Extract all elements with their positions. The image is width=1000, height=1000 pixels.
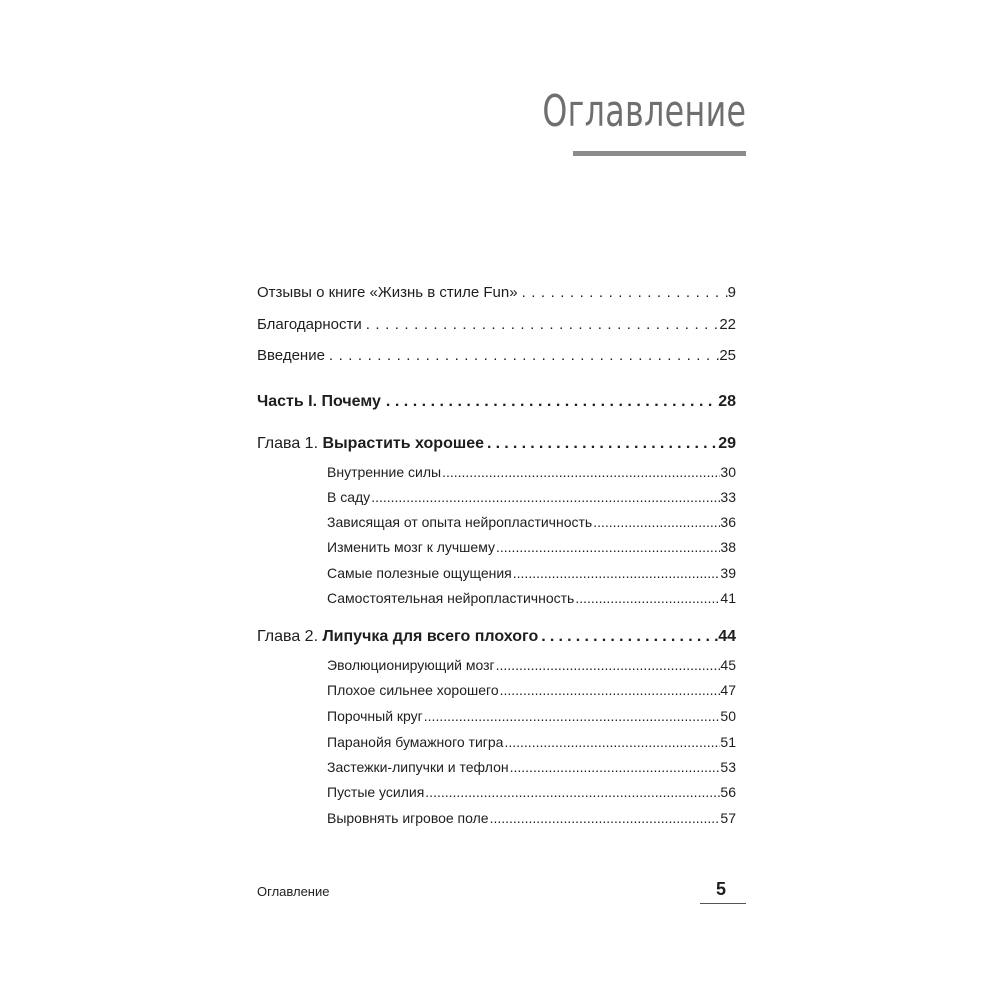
toc-section-page: 41: [720, 590, 736, 606]
title-underline: [573, 151, 746, 156]
toc-section[interactable]: [327, 732, 736, 752]
chapter-prefix: Глава 1.: [257, 435, 323, 452]
toc-section-label: Изменить мозг к лучшему: [327, 539, 495, 555]
toc-section-label: Выровнять игровое поле: [327, 810, 489, 826]
chapter-title: Вырастить хорошее: [322, 435, 484, 452]
page-number: 5: [716, 879, 727, 899]
toc-section-page: 39: [720, 565, 736, 581]
toc-part-page: 28: [718, 393, 736, 410]
toc-entry-label: Введение: [257, 347, 325, 364]
leader-dots: [489, 808, 721, 828]
toc-chapter-1[interactable]: [257, 434, 736, 454]
leader-dots: [441, 462, 720, 482]
toc-section-page: 50: [720, 708, 736, 724]
toc-entry-page: 25: [719, 347, 736, 364]
toc-section-page: 47: [720, 682, 736, 698]
toc-section-label: Плохое сильнее хорошего: [327, 682, 499, 698]
toc-section[interactable]: [327, 808, 736, 828]
toc-section-label: Самые полезные ощущения: [327, 565, 512, 581]
leader-dots: [509, 757, 721, 777]
toc-section[interactable]: [327, 655, 736, 675]
toc-section[interactable]: [327, 462, 736, 482]
toc-section[interactable]: [327, 782, 736, 802]
leader-dots: [381, 392, 718, 412]
toc-section[interactable]: [327, 757, 736, 777]
leader-dots: [574, 588, 720, 608]
toc-chapter-label: [257, 434, 484, 454]
leader-dots: [370, 487, 720, 507]
toc-section[interactable]: [327, 588, 736, 608]
toc-section-page: 30: [720, 464, 736, 480]
toc-section-label: Паранойя бумажного тигра: [327, 734, 504, 750]
toc-section-page: 56: [720, 784, 736, 800]
leader-dots: [592, 512, 720, 532]
toc-entry-page: 9: [727, 284, 736, 301]
toc-section-label: Порочный круг: [327, 708, 423, 724]
toc-section-label: В саду: [327, 489, 371, 505]
toc-entry-label: Отзывы о книге «Жизнь в стиле Fun»: [257, 284, 518, 301]
leader-dots: [484, 434, 718, 454]
toc-entry-page: 22: [719, 316, 736, 333]
toc-section-label: Внутренние силы: [327, 464, 442, 480]
toc-section-label: Пустые усилия: [327, 784, 425, 800]
toc-section-page: 45: [720, 657, 736, 673]
toc-section-page: 36: [720, 514, 736, 530]
toc-section-label: Эволюционирующий мозг: [327, 657, 495, 673]
toc-section[interactable]: [327, 512, 736, 532]
leader-dots: [518, 283, 728, 303]
toc-section-label: Самостоятельная нейропластичность: [327, 590, 575, 606]
leader-dots: [362, 315, 720, 335]
toc-section-label: Застежки-липучки и тефлон: [327, 759, 509, 775]
toc-section[interactable]: [327, 487, 736, 507]
leader-dots: [499, 680, 721, 700]
leader-dots: [495, 655, 721, 675]
toc-section[interactable]: [327, 563, 736, 583]
toc-chapter-page: 44: [718, 628, 736, 645]
toc-chapter-page: 29: [718, 435, 736, 452]
toc-section-page: 38: [720, 539, 736, 555]
leader-dots: [424, 782, 720, 802]
page-title: Оглавление: [541, 86, 746, 137]
toc-section-page: 57: [720, 810, 736, 826]
toc-entry-label: Благодарности: [257, 316, 362, 333]
toc-section[interactable]: [327, 680, 736, 700]
leader-dots: [503, 732, 720, 752]
toc-part-1[interactable]: [257, 392, 736, 412]
toc-entry-acknowledgements[interactable]: [257, 315, 736, 335]
toc-section-page: 53: [720, 759, 736, 775]
chapter-title: Липучка для всего плохого: [322, 628, 539, 645]
toc-entry-introduction[interactable]: [257, 346, 736, 366]
toc-section-page: 33: [720, 489, 736, 505]
toc-entry-reviews[interactable]: [257, 283, 736, 303]
leader-dots: [423, 706, 721, 726]
toc-chapter-label: [257, 627, 538, 647]
chapter-prefix: Глава 2.: [257, 628, 323, 645]
leader-dots: [325, 346, 719, 366]
footer-rule: [700, 903, 746, 904]
toc-section-label: Зависящая от опыта нейропластичность: [327, 514, 593, 530]
toc-part-label: Часть I. Почему: [257, 393, 381, 410]
running-title: Оглавление: [257, 884, 330, 899]
toc-section-page: 51: [720, 734, 736, 750]
toc-chapter-2[interactable]: [257, 627, 736, 647]
leader-dots: [512, 563, 721, 583]
toc-section[interactable]: [327, 537, 736, 557]
leader-dots: [495, 537, 720, 557]
toc-section[interactable]: [327, 706, 736, 726]
leader-dots: [538, 627, 718, 647]
